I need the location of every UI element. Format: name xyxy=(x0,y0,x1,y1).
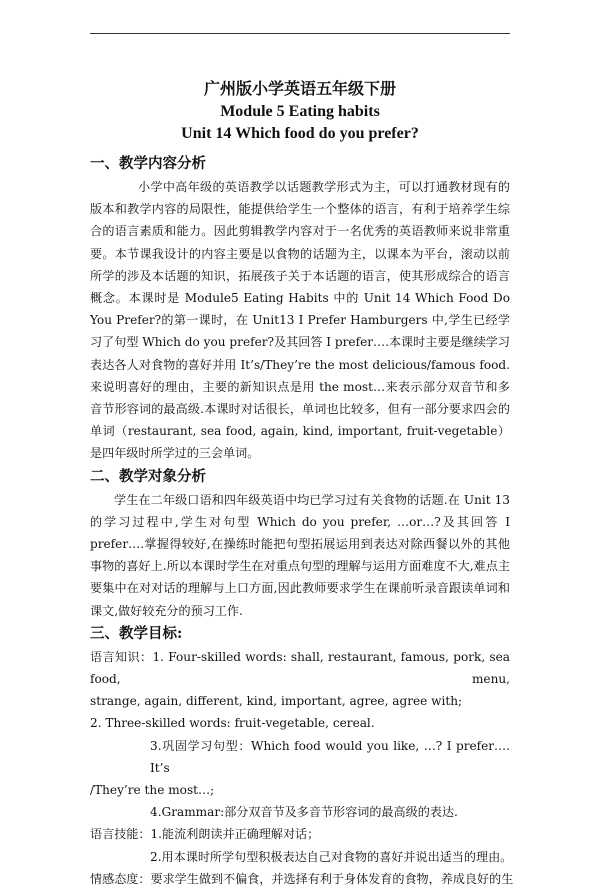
section-heading-objectives: 三、教学目标: xyxy=(90,624,183,642)
skill-line-2: 2.用本课时所学句型积极表达自己对食物的喜好并说出适当的理由。 xyxy=(150,849,513,864)
skill-line-1: 语言技能：1.能流利朗读并正确理解对话； xyxy=(90,827,320,842)
content-analysis-paragraph: 小学中高年级的英语教学以话题教学形式为主，可以打通教材现有的版本和教学内容的局限性，能提供给学生一个整体的语言，有利于培养学生综合的语言素质和能力。因此剪辑教学内容对于一名优秀的英语教师来说非常重要。本节课我设计的内容主要是以食物的话题为主，以课本为平台，滚动以前所学的涉及本话题的知识，拓展孩子关于本话题的语言，使其形成综合的语言概念。本课时是 Module5 Eating Habits 中的 Unit 14 Which Food Do You Prefer?的第一课时，在 Unit13 I Prefer Hamburgers 中,学生已经学习了句型 Which do you prefer?及其回答 I prefer….本课时主要是继续学习表达各人对食物的喜好并用 It’s/They’re the most delicious/famous food.来说明喜好的理由，主要的新知识点是用 the most…来表示部分双音节和多音节形容词的最高级.本课时对话很长，单词也比较多，但有一部分要求四会的单词（restaurant, sea food, again, kind, important, fruit-vegetable）是四年级时所学过的三会单词。 xyxy=(90,180,510,461)
module-title: Module 5 Eating habits xyxy=(220,103,380,120)
knowledge-line-1: 语言知识：1. Four-skilled words: shall, restaurant, famous, pork, sea food, menu, xyxy=(90,649,510,687)
section-heading-content-analysis: 一、教学内容分析 xyxy=(90,155,206,172)
unit-title: Unit 14 Which food do you prefer? xyxy=(181,125,419,142)
title-block xyxy=(90,77,510,145)
knowledge-line-5: /They’re the most…; xyxy=(90,783,215,798)
knowledge-line-3: 2. Three-skilled words: fruit-vegetable, cereal. xyxy=(90,716,375,731)
document-body xyxy=(90,152,514,890)
document-title: 广州版小学英语五年级下册 xyxy=(203,79,396,98)
knowledge-line-6: 4.Grammar:部分双音节及多音节形容词的最高级的表达. xyxy=(150,805,458,820)
section-heading-student-analysis: 二、教学对象分析 xyxy=(90,467,206,485)
knowledge-line-4: 3.巩固学习句型：Which food would you like, …? I prefer…. It’s xyxy=(150,738,510,775)
attitude-line-1: 情感态度：要求学生做到不偏食，并选择有利于身体发育的食物，养成良好的生 xyxy=(90,871,514,886)
student-analysis-paragraph: 学生在二年级口语和四年级英语中均已学习过有关食物的话题.在 Unit 13 的学习过程中,学生对句型 Which do you prefer, …or…?及其回答 I prefer….掌握得较好,在操练时能把句型拓展运用到表达对除西餐以外的其他事物的喜好上.所以本课时学生在对重点句型的理解与运用方面难度不大,难点主要集中在对对话的理解与上口方面,因此教师要求学生在课前听录音跟读单词和课文,做好较充分的预习工作. xyxy=(90,492,510,618)
knowledge-line-2: strange, again, different, kind, important, agree, agree with; xyxy=(90,694,463,709)
header-rule xyxy=(90,33,510,34)
